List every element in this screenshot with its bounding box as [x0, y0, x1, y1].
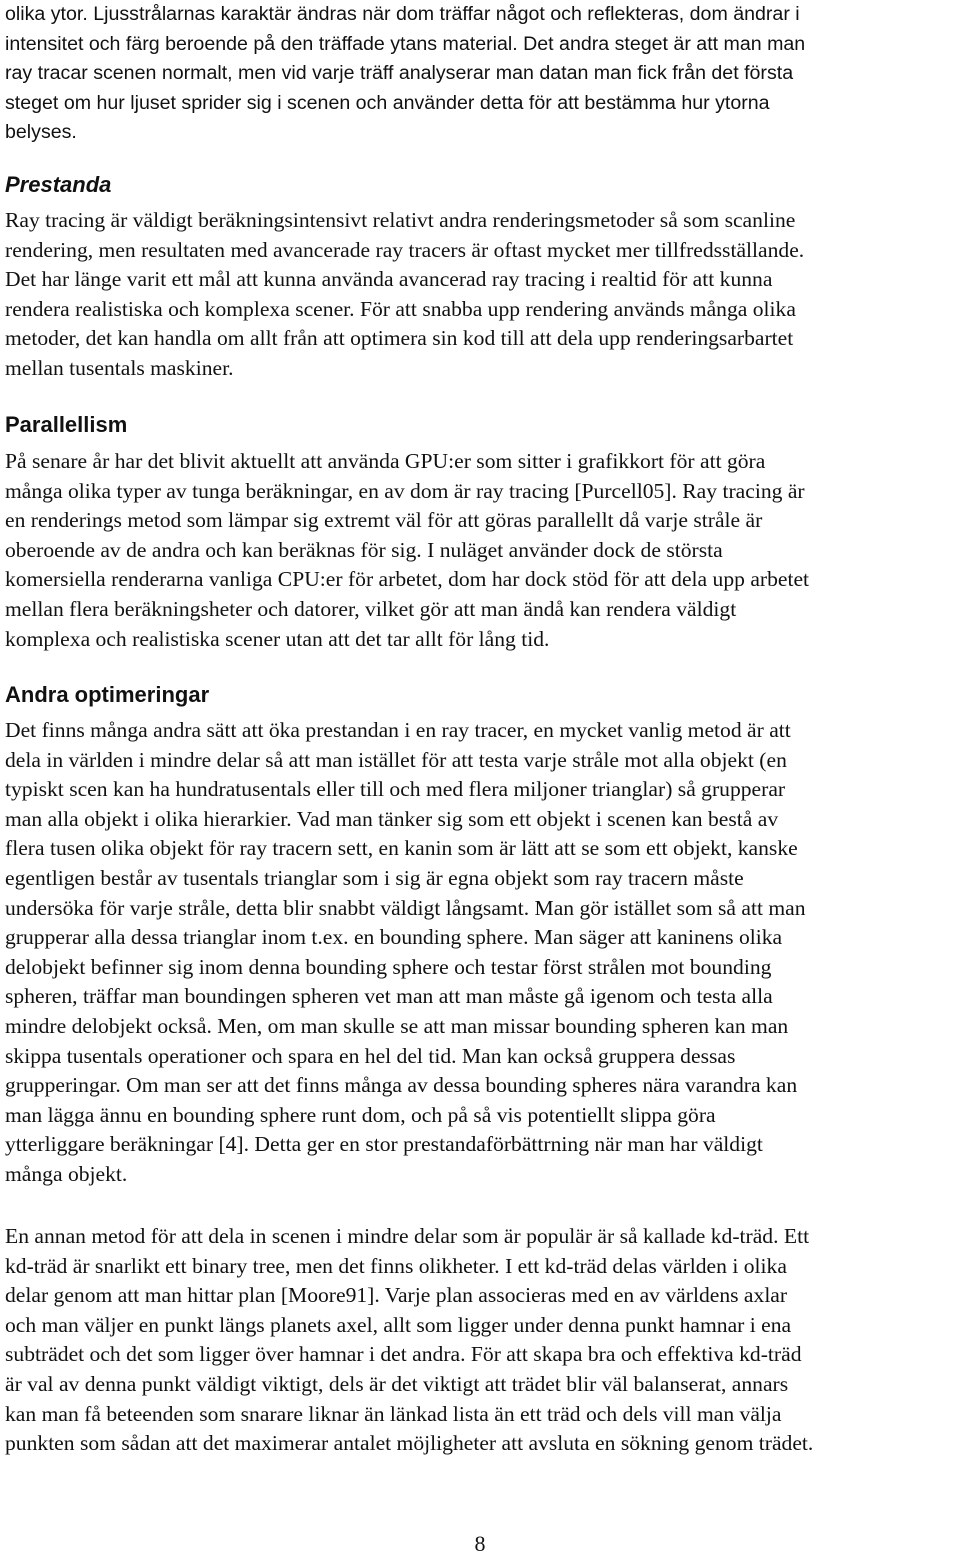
text-line: delobjekt befinner sig inom denna bounding sphere och testar först strålen mot bounding [5, 954, 772, 979]
text-line: typiskt scen kan ha hundratusentals eller till och med flera miljoner trianglar) så grupperar [5, 777, 786, 802]
text-line: mellan flera beräkningsheter och datorer, vilket gör att man ändå kan rendera väldigt [5, 596, 737, 621]
text-line: grupperingar. Om man ser att det finns många av dessa bounding spheres nära varandra kan [5, 1073, 798, 1098]
text-line: många objekt. [5, 1161, 128, 1186]
text-line: subträdet och det som ligger över hamnar i det andra. För att skapa bra och effektiva kd-träd [5, 1342, 802, 1367]
text-line: rendering, men resultaten med avancerade ray tracers är oftast mycket mer tillfredsställande. [5, 237, 805, 262]
text-line: komplexa och realistiska scener utan att det tar allt för lång tid. [5, 626, 550, 651]
andra-optimeringar-paragraph-2 [5, 1222, 957, 1459]
text-line: rendera realistiska och komplexa scener. För att snabba upp rendering används många olika [5, 296, 796, 321]
text-line: flera tusen olika objekt för ray tracern sett, en kanin som är lätt att se som ett objekt, kanske [5, 836, 798, 861]
andra-optimeringar-paragraph-1 [5, 716, 957, 1190]
text-line: belyses. [5, 121, 77, 144]
page-number: 8 [474, 1531, 486, 1556]
intro-paragraph [5, 0, 957, 148]
text-line: intensitet och färg beroende på den träffade ytans material. Det andra steget är att man man [5, 32, 806, 55]
text-line: mindre delobjekt också. Men, om man skulle se att man missar bounding spheren kan man [5, 1013, 789, 1038]
text-line: delar genom att man hittar plan [Moore91]. Varje plan associeras med en av världens axlar [5, 1283, 788, 1308]
text-line: grupperar alla dessa trianglar inom t.ex. en bounding sphere. Man säger att kaninens olika [5, 925, 783, 950]
text-line: ytterliggare beräkningar [4]. Detta ger en stor prestandaförbättrning när man har väldigt [5, 1132, 763, 1157]
text-line: metoder, det kan handla om allt från att optimera sin kod till att dela upp renderingsarbartet [5, 326, 794, 351]
text-line: ray tracar scenen normalt, men vid varje träff analyserar man datan man fick från det första [5, 62, 794, 85]
text-line: Det finns många andra sätt att öka prestandan i en ray tracer, en mycket vanlig metod är att [5, 718, 791, 742]
section-heading-parallellism: Parallellism [5, 412, 128, 437]
text-line: en renderings metod som lämpar sig extremt väl för att göras parallellt då varje stråle är [5, 508, 763, 533]
text-line: steget om hur ljuset sprider sig i scenen och använder detta för att bestämma hur ytorna [5, 91, 770, 114]
text-line: Det har länge varit ett mål att kunna använda avancerad ray tracing i realtid för att kunna [5, 267, 773, 292]
text-line: På senare år har det blivit aktuellt att använda GPU:er som sitter i grafikkort för att göra [5, 449, 766, 473]
text-line: man alla objekt i olika hierarkier. Vad man tänker sig som ett objekt i scenen kan bestå av [5, 806, 779, 831]
text-line: komersiella renderarna vanliga CPU:er för arbetet, dom har dock stöd för att dela upp arbetet [5, 567, 810, 592]
text-line: dela in världen i mindre delar så att man istället för att testa varje stråle mot alla objekt (en [5, 747, 787, 772]
text-line: man lägga ännu en bounding sphere runt dom, och på så vis potentiellt slippa göra [5, 1102, 716, 1127]
text-line: spheren, träffar man boundingen spheren vet man att man måste gå igenom och testa alla [5, 984, 773, 1009]
section-heading-andra-optimeringar: Andra optimeringar [5, 682, 210, 707]
text-line: är val av denna punkt väldigt viktigt, dels är det viktigt att trädet blir väl balanserat, annars [5, 1371, 789, 1396]
parallellism-paragraph [5, 447, 957, 654]
text-line: mellan tusentals maskiner. [5, 355, 234, 380]
text-line: Ray tracing är väldigt beräkningsintensivt relativt andra renderingsmetoder så som scanline [5, 208, 796, 232]
text-line: kd-träd är snarlikt ett binary tree, men det finns olikheter. I ett kd-träd delas världen i olika [5, 1253, 787, 1278]
text-line: En annan metod för att dela in scenen i mindre delar som är populär är så kallade kd-träd. Ett [5, 1224, 810, 1248]
text-line: punkten som sådan att det maximerar antalet möjligheter att avsluta en sökning genom trädet. [5, 1431, 814, 1456]
text-line: kan man få beteenden som snarare liknar än länkad lista än ett träd och dels vill man välja [5, 1401, 782, 1426]
text-line: oberoende av de andra och kan beräknas för sig. I nuläget använder dock de största [5, 537, 723, 562]
text-line: skippa tusentals operationer och spara en hel del tid. Man kan också gruppera dessas [5, 1043, 736, 1068]
text-line: många olika typer av tunga beräkningar, en av dom är ray tracing [Purcell05]. Ray tracing är [5, 478, 805, 503]
prestanda-paragraph [5, 206, 957, 384]
text-line: egentligen består av tusentals trianglar som i sig är egna objekt som ray tracern måste [5, 865, 744, 890]
text-line: olika ytor. Ljusstrålarnas karaktär ändras när dom träffar något och reflekteras, dom ändrar i [5, 3, 800, 25]
text-line: och man väljer en punkt längs planets axel, allt som ligger under denna punkt hamnar i ena [5, 1312, 792, 1337]
section-heading-prestanda: Prestanda [5, 172, 112, 197]
text-line: undersöka för varje stråle, detta blir snabbt väldigt långsamt. Man gör istället som så att man [5, 895, 806, 920]
